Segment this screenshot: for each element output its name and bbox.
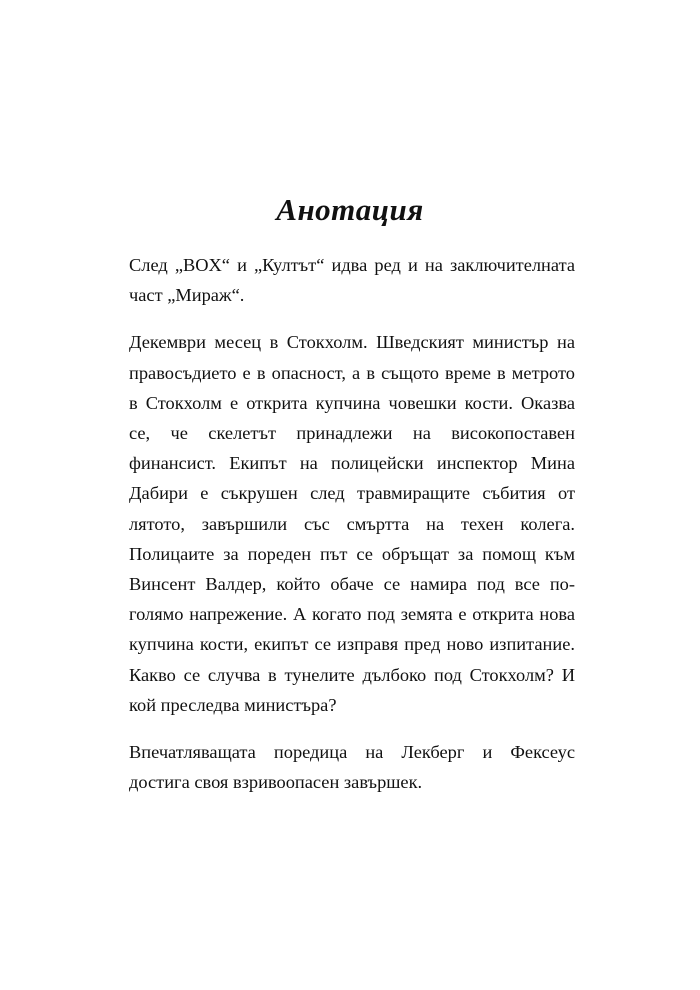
text-line: Винсент Валдер, който обаче се намира под все по- (129, 574, 575, 595)
text-line: След „BOX“ и „Култът“ идва ред и на заключителната (129, 255, 575, 275)
text-line: Дабири е съкрушен след травмиращите събития от (129, 483, 575, 504)
paragraph-intro (129, 250, 575, 310)
text-line: кой преследва министъра? (129, 694, 337, 715)
text-line: Какво се случва в тунелите дълбоко под Стокхолм? И (129, 664, 575, 685)
text-line: лятото, завършили със смъртта на техен колега. (129, 513, 575, 534)
paragraph-closing (129, 737, 575, 797)
text-line: правосъдието е в опасност, а в същото време в метрото (129, 362, 575, 383)
text-line: Декември месец в Стокхолм. Шведският министър на (129, 332, 575, 353)
text-line: Впечатляващата поредица на Лекберг и Фексеус (129, 742, 575, 763)
page-title: Анотация (276, 192, 424, 227)
paragraph-plot (129, 327, 575, 720)
text-line: достига своя взривоопасен завършек. (129, 772, 423, 793)
annotation-body (129, 250, 575, 814)
text-line: финансист. Екипът на полицейски инспектор Мина (129, 453, 575, 474)
text-line: част „Мираж“. (129, 285, 245, 306)
text-line: Полицаите за пореден път се обръщат за помощ към (129, 543, 575, 564)
text-line: купчина кости, екипът се изправя пред ново изпитание. (129, 634, 575, 655)
text-line: голямо напрежение. А когато под земята е открита нова (129, 604, 575, 625)
text-line: в Стокхолм е открита купчина човешки кости. Оказва (129, 392, 575, 413)
text-line: се, че скелетът принадлежи на високопоставен (129, 423, 575, 444)
